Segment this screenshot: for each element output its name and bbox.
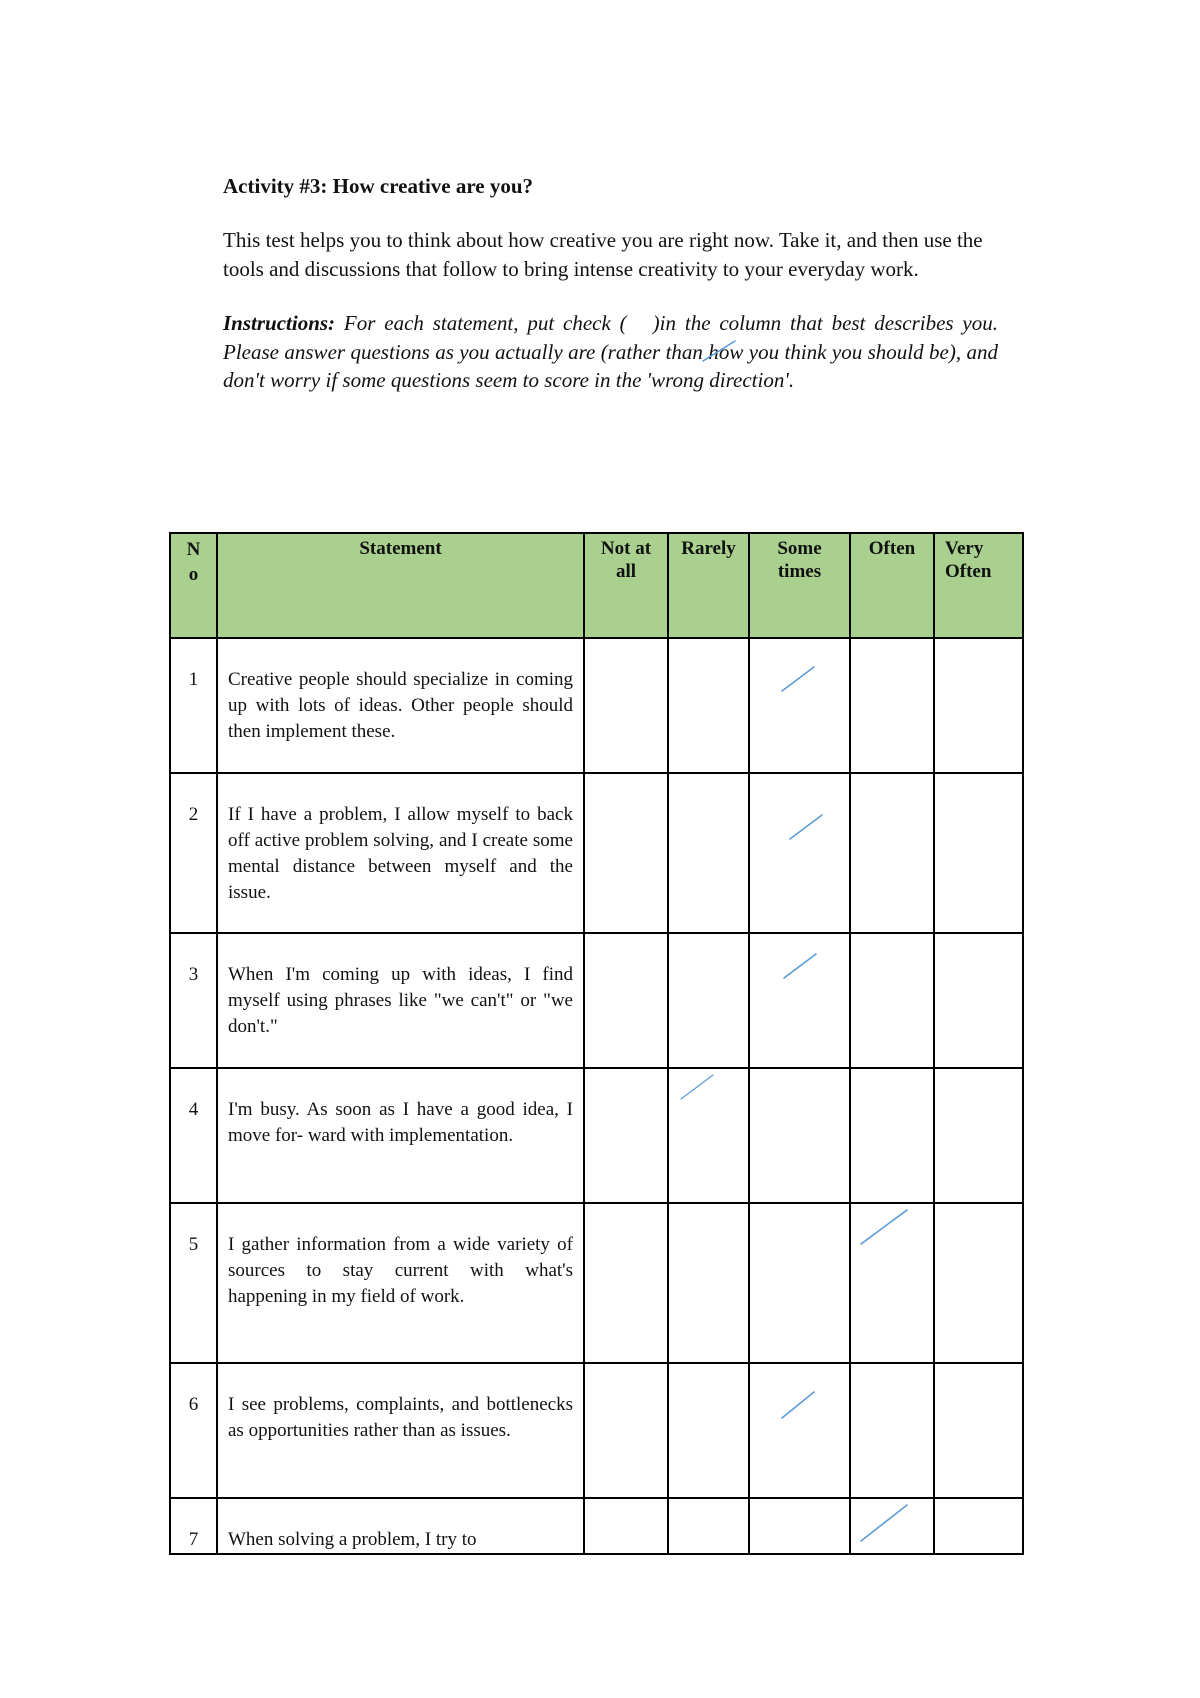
table-row [170, 773, 1023, 933]
col-header-no: N o [170, 533, 217, 638]
table-row [170, 1203, 1023, 1363]
cell-often[interactable] [850, 1203, 934, 1363]
cell-often[interactable] [850, 638, 934, 773]
col-header-not-at-all: Not at all [584, 533, 668, 638]
statement-cell: I gather information from a wide variety of sources to stay current with what's happening in my field of work. [217, 1203, 584, 1363]
cell-not-at-all[interactable] [584, 933, 668, 1068]
cell-often[interactable] [850, 1498, 934, 1554]
check-mark-icon [679, 1071, 719, 1103]
check-mark-icon [788, 811, 828, 843]
cell-very-often[interactable] [934, 1498, 1023, 1554]
activity-title: Activity #3: How creative are you? [223, 174, 534, 198]
intro-text: This test helps you to think about how creative you are right now. Take it, and then use the tools and discussions that follow to bring intense creativity to your everyday work. [223, 228, 983, 281]
activity-section [223, 172, 998, 395]
cell-rarely[interactable] [668, 638, 749, 773]
cell-often[interactable] [850, 933, 934, 1068]
check-mark-icon [782, 950, 822, 982]
cell-rarely[interactable] [668, 1498, 749, 1554]
statement-cell: Creative people should specialize in coming up with lots of ideas. Other people should then implement these. [217, 638, 584, 773]
cell-often[interactable] [850, 1068, 934, 1203]
cell-rarely[interactable] [668, 773, 749, 933]
statement-cell: If I have a problem, I allow myself to back off active problem solving, and I create some mental distance between myself and the issue. [217, 773, 584, 933]
instructions-part1: For each statement, put check ( [343, 311, 627, 335]
cell-very-often[interactable] [934, 933, 1023, 1068]
row-number: 3 [170, 933, 217, 1068]
cell-very-often[interactable] [934, 1068, 1023, 1203]
cell-very-often[interactable] [934, 638, 1023, 773]
cell-often[interactable] [850, 1363, 934, 1498]
cell-sometimes[interactable] [749, 1203, 850, 1363]
cell-sometimes[interactable] [749, 638, 850, 773]
table-row [170, 638, 1023, 773]
row-number: 7 [170, 1498, 217, 1554]
cell-sometimes[interactable] [749, 933, 850, 1068]
row-number: 6 [170, 1363, 217, 1498]
statement-cell: When I'm coming up with ideas, I find myself using phrases like "we can't" or "we don't." [217, 933, 584, 1068]
table-row [170, 1363, 1023, 1498]
col-header-often: Often [850, 533, 934, 638]
row-number: 2 [170, 773, 217, 933]
table-row [170, 1068, 1023, 1203]
cell-rarely[interactable] [668, 1363, 749, 1498]
cell-sometimes[interactable] [749, 1363, 850, 1498]
cell-not-at-all[interactable] [584, 773, 668, 933]
check-mark-icon [859, 1206, 911, 1248]
cell-very-often[interactable] [934, 1363, 1023, 1498]
cell-sometimes[interactable] [749, 1068, 850, 1203]
creativity-survey-table [169, 532, 1024, 1555]
handwritten-check-icon [701, 337, 741, 367]
col-header-very-often: Very Often [934, 533, 1023, 638]
cell-not-at-all[interactable] [584, 1203, 668, 1363]
instructions-lead: Instructions: [223, 311, 336, 335]
instructions [223, 309, 998, 395]
cell-not-at-all[interactable] [584, 1363, 668, 1498]
row-number: 1 [170, 638, 217, 773]
col-header-rarely: Rarely [668, 533, 749, 638]
cell-rarely[interactable] [668, 1203, 749, 1363]
cell-rarely[interactable] [668, 933, 749, 1068]
cell-rarely[interactable] [668, 1068, 749, 1203]
row-number: 5 [170, 1203, 217, 1363]
instructions-part2: )in the column that best describes you. Please answer questions as you actually are (rather than how you think you should be), and don't worry if some questions seem to score in the 'wrong direction'. [223, 311, 998, 392]
check-mark-icon [859, 1501, 911, 1545]
cell-very-often[interactable] [934, 773, 1023, 933]
row-number: 4 [170, 1068, 217, 1203]
check-mark-icon [780, 663, 820, 695]
cell-often[interactable] [850, 773, 934, 933]
table-row [170, 1498, 1023, 1554]
cell-not-at-all[interactable] [584, 1498, 668, 1554]
statement-cell: I'm busy. As soon as I have a good idea, I move for- ward with implementation. [217, 1068, 584, 1203]
table-row [170, 933, 1023, 1068]
cell-very-often[interactable] [934, 1203, 1023, 1363]
statement-cell: I see problems, complaints, and bottlenecks as opportunities rather than as issues. [217, 1363, 584, 1498]
table-header-row [170, 533, 1023, 638]
cell-sometimes[interactable] [749, 1498, 850, 1554]
cell-not-at-all[interactable] [584, 638, 668, 773]
cell-sometimes[interactable] [749, 773, 850, 933]
cell-not-at-all[interactable] [584, 1068, 668, 1203]
col-header-statement: Statement [217, 533, 584, 638]
check-mark-icon [780, 1388, 820, 1422]
statement-cell: When solving a problem, I try to [217, 1498, 584, 1554]
col-header-sometimes: Some times [749, 533, 850, 638]
